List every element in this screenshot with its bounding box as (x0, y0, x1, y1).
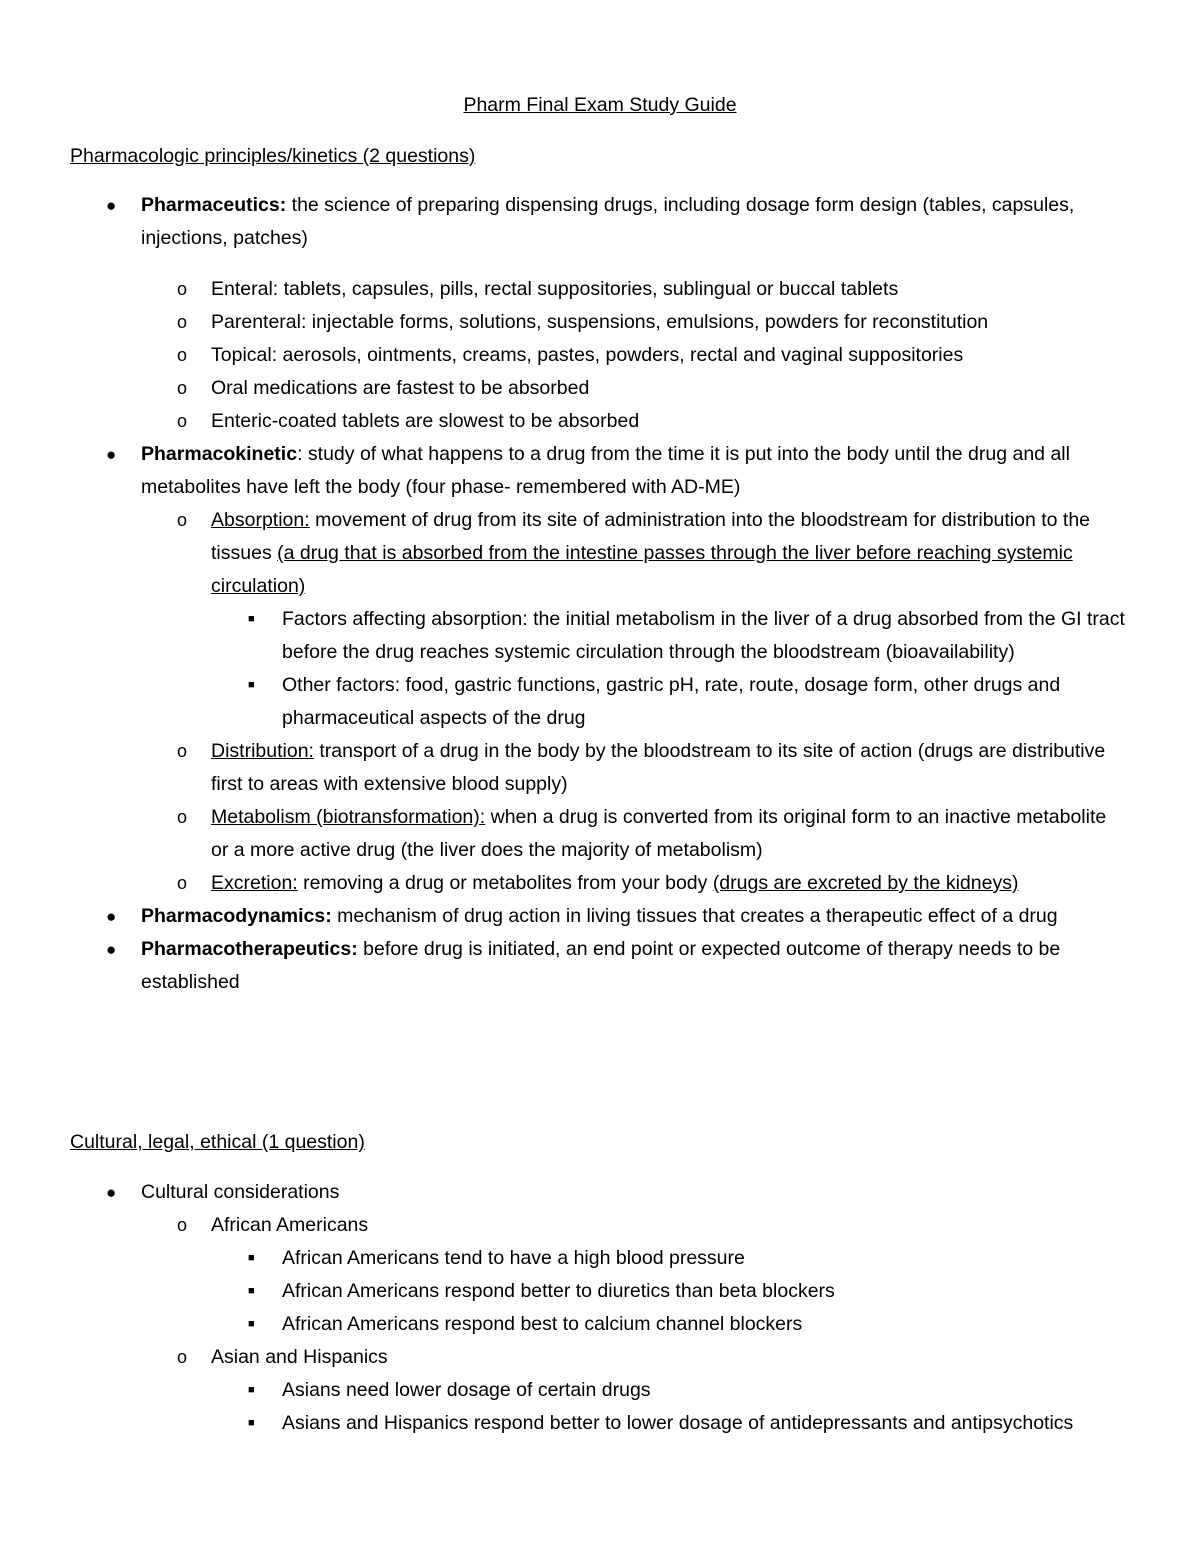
list-item-absorption-factors (0, 603, 1125, 669)
term-pharmacokinetic: Pharmacokinetic (141, 443, 298, 465)
list-item-pharmacodynamics (0, 900, 1125, 933)
page-title: Pharm Final Exam Study Guide (463, 94, 737, 116)
square-bullet-icon: ■ (248, 679, 255, 691)
list-item-pharmacotherapeutics (0, 933, 1125, 999)
term-pharmacodynamics: Pharmacodynamics: (141, 905, 332, 927)
list-item-text: Enteral: tablets, capsules, pills, rectal suppositories, sublingual or buccal tablets (211, 278, 899, 300)
list-item-asian-hispanics (0, 1341, 1125, 1374)
circle-bullet-icon: o (177, 510, 188, 530)
list-item-oral (0, 372, 1125, 405)
circle-bullet-icon: o (177, 1347, 188, 1367)
definition-pharmacokinetic: : study of what happens to a drug from the time it is put into the body until the drug and all metabolites have left the body (four phase- remembered with AD-ME) (141, 443, 1070, 498)
circle-bullet-icon: o (177, 279, 188, 299)
list-item-text: African Americans (211, 1214, 369, 1236)
list-item-text: Asians and Hispanics respond better to lower dosage of antidepressants and antipsychotics (282, 1412, 1074, 1434)
square-bullet-icon: ■ (248, 1318, 255, 1330)
square-bullet-icon: ■ (248, 1285, 255, 1297)
term-excretion: Excretion: (211, 872, 298, 894)
list-item-distribution (0, 735, 1125, 801)
list-item (0, 1308, 1125, 1341)
section-heading-cultural: Cultural, legal, ethical (1 question) (70, 1131, 365, 1153)
circle-bullet-icon: o (177, 411, 188, 431)
term-distribution: Distribution: (211, 740, 314, 762)
list-item-text: Asian and Hispanics (211, 1346, 388, 1368)
square-bullet-icon: ■ (248, 613, 255, 625)
circle-bullet-icon: o (177, 741, 188, 761)
list-item-text: African Americans tend to have a high blood pressure (282, 1247, 745, 1269)
circle-bullet-icon: o (177, 873, 188, 893)
definition-pharmacotherapeutics: before drug is initiated, an end point or expected outcome of therapy needs to be established (141, 938, 1061, 993)
square-bullet-icon: ■ (248, 1252, 255, 1264)
list-item-text: Other factors: food, gastric functions, gastric pH, rate, route, dosage form, other drugs and pharmaceutical aspects of the drug (282, 674, 1061, 729)
list-item-text: Factors affecting absorption: the initial metabolism in the liver of a drug absorbed from the GI tract before the drug reaches systemic circulation through the bloodstream (bioavailability) (282, 608, 1125, 663)
definition-pharmaceutics: the science of preparing dispensing drugs, including dosage form design (tables, capsules, injections, patches) (141, 194, 1075, 249)
list-item-text: Asians need lower dosage of certain drugs (282, 1379, 651, 1401)
definition-metabolism: when a drug is converted from its original form to an inactive metabolite or a more active drug (the liver does the majority of metabolism) (211, 806, 1107, 861)
bullet-icon: ● (106, 907, 117, 926)
list-item-absorption (0, 504, 1125, 603)
kinetics-list (0, 189, 1200, 999)
list-item-text: Parenteral: injectable forms, solutions, suspensions, emulsions, powders for reconstitution (211, 311, 989, 333)
list-item-other-factors (0, 669, 1125, 735)
list-item (0, 1374, 1125, 1407)
list-item-text: Enteric-coated tablets are slowest to be absorbed (211, 410, 640, 432)
list-item-text: African Americans respond best to calcium channel blockers (282, 1313, 803, 1335)
note-absorption: (a drug that is absorbed from the intestine passes through the liver before reaching systemic circulation) (211, 542, 1073, 597)
list-item (0, 1242, 1125, 1275)
bullet-icon: ● (106, 940, 117, 959)
list-item-enteral (0, 273, 1125, 306)
square-bullet-icon: ■ (248, 1384, 255, 1396)
list-item-metabolism (0, 801, 1125, 867)
list-item-text: Topical: aerosols, ointments, creams, pastes, powders, rectal and vaginal suppositories (211, 344, 964, 366)
list-item (0, 1275, 1125, 1308)
list-item (0, 1407, 1125, 1440)
list-item-parenteral (0, 306, 1125, 339)
definition-absorption: movement of drug from its site of administration into the bloodstream for distribution to the tissues (211, 509, 1091, 564)
circle-bullet-icon: o (177, 378, 188, 398)
bullet-icon: ● (106, 196, 117, 215)
bullet-icon: ● (106, 1183, 117, 1202)
term-absorption: Absorption: (211, 509, 310, 531)
bullet-icon: ● (106, 445, 117, 464)
list-item-text: Oral medications are fastest to be absorbed (211, 377, 590, 399)
circle-bullet-icon: o (177, 312, 188, 332)
list-item-african-americans (0, 1209, 1125, 1242)
definition-pharmacodynamics: mechanism of drug action in living tissues that creates a therapeutic effect of a drug (331, 905, 1058, 927)
term-pharmacotherapeutics: Pharmacotherapeutics: (141, 938, 358, 960)
note-excretion: (drugs are excreted by the kidneys) (712, 872, 1019, 894)
cultural-list (0, 1176, 1200, 1440)
list-item-excretion (0, 867, 1125, 900)
circle-bullet-icon: o (177, 345, 188, 365)
list-item-pharmaceutics (0, 189, 1125, 255)
term-pharmaceutics: Pharmaceutics: (141, 194, 287, 216)
circle-bullet-icon: o (177, 1215, 188, 1235)
list-item-topical (0, 339, 1125, 372)
square-bullet-icon: ■ (248, 1417, 255, 1429)
list-item-enteric (0, 405, 1125, 438)
list-item-pharmacokinetic (0, 438, 1125, 504)
circle-bullet-icon: o (177, 807, 188, 827)
definition-distribution: transport of a drug in the body by the bloodstream to its site of action (drugs are distributive first to areas with extensive blood supply) (211, 740, 1106, 795)
list-item-text: Cultural considerations (141, 1181, 340, 1203)
definition-excretion: removing a drug or metabolites from your body (297, 872, 713, 894)
list-item-cultural-considerations (0, 1176, 1125, 1209)
list-item-text: African Americans respond better to diuretics than beta blockers (282, 1280, 835, 1302)
section-heading-kinetics: Pharmacologic principles/kinetics (2 questions) (70, 145, 476, 167)
term-metabolism: Metabolism (biotransformation): (211, 806, 486, 828)
